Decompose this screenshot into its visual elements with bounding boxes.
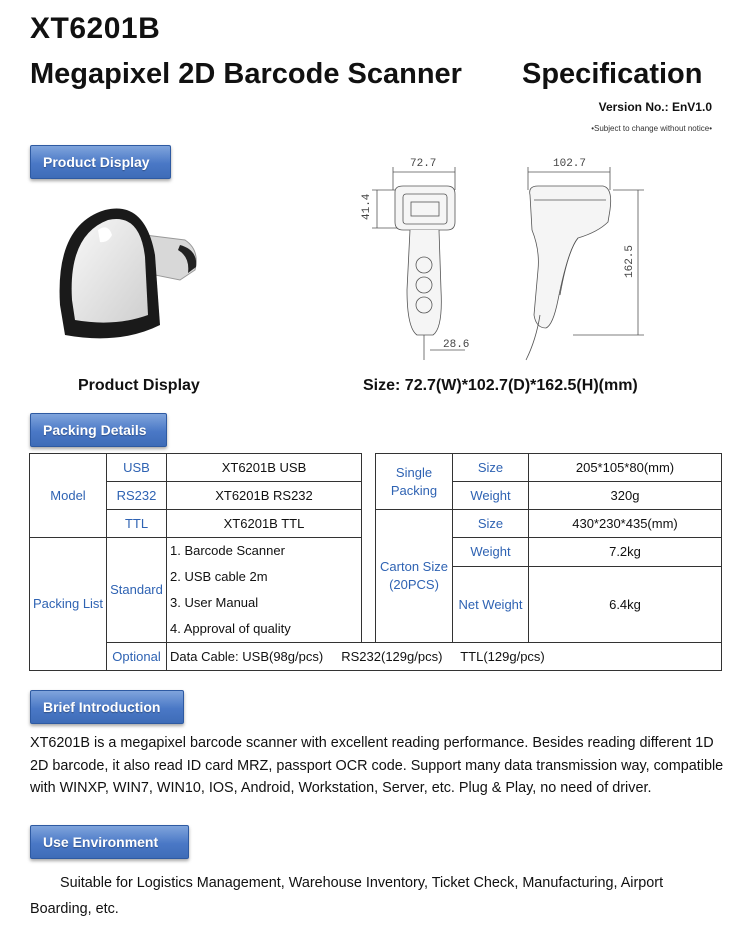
standard-label: Standard xyxy=(107,538,167,643)
dim-side-depth: 102.7 xyxy=(553,158,587,170)
packing-table xyxy=(29,453,722,671)
interface-cell: TTL xyxy=(107,510,167,538)
model-number: XT6201B xyxy=(30,12,161,45)
table-row xyxy=(30,454,722,482)
product-display-caption: Product Display xyxy=(78,377,200,394)
dim-front-base: 28.6 xyxy=(443,339,470,351)
brief-introduction-text: XT6201B is a megapixel barcode scanner with excellent reading performance. Besides reading different 1D 2D barcode, it also read ID card MRZ, passport OCR code. Support many data transmission way, compatible with WINXP, WIN7, WIN10, IOS, Android, Workstation, Server, etc. Plug & Play, no need of driver. xyxy=(30,735,724,796)
model-name-cell: XT6201B TTL xyxy=(167,510,362,538)
use-environment-text: Suitable for Logistics Management, Warehouse Inventory, Ticket Check, Manufacturing, Airport Boarding, etc. xyxy=(30,875,664,917)
list-item: 1. Barcode Scanner xyxy=(170,543,285,558)
scanner-photo xyxy=(50,195,210,350)
carton-weight-value: 7.2kg xyxy=(529,538,722,567)
single-size-value: 205*105*80(mm) xyxy=(529,454,722,482)
size-label: Size xyxy=(453,454,529,482)
size-caption: Size: 72.7(W)*102.7(D)*162.5(H)(mm) xyxy=(363,377,638,394)
table-row xyxy=(30,643,722,671)
page-title: Megapixel 2D Barcode Scanner xyxy=(30,58,462,90)
interface-cell: USB xyxy=(107,454,167,482)
optional-label: Optional xyxy=(107,643,167,671)
model-name-cell: XT6201B USB xyxy=(167,454,362,482)
list-item: 4. Approval of quality xyxy=(170,621,291,636)
section-header-product-display: Product Display xyxy=(30,145,171,179)
dim-front-height: 41.4 xyxy=(361,193,373,220)
section-header-use-environment: Use Environment xyxy=(30,825,189,859)
spec-title: Specification xyxy=(522,58,703,90)
packing-list-label: Packing List xyxy=(30,538,107,671)
carton-net-weight-value: 6.4kg xyxy=(529,567,722,643)
carton-size-label: Carton Size (20PCS) xyxy=(376,510,453,643)
dim-side-height: 162.5 xyxy=(624,244,636,278)
standard-items xyxy=(167,538,362,643)
column-divider xyxy=(362,454,376,643)
section-header-brief-introduction: Brief Introduction xyxy=(30,690,184,724)
table-row xyxy=(30,510,722,538)
interface-cell: RS232 xyxy=(107,482,167,510)
weight-label: Weight xyxy=(453,482,529,510)
model-name-cell: XT6201B RS232 xyxy=(167,482,362,510)
size-label: Size xyxy=(453,510,529,538)
single-weight-value: 320g xyxy=(529,482,722,510)
carton-dims-value: 430*230*435(mm) xyxy=(529,510,722,538)
version-number: Version No.: EnV1.0 xyxy=(598,100,712,114)
section-header-packing-details: Packing Details xyxy=(30,413,167,447)
optional-text: Data Cable: USB(98g/pcs) RS232(129g/pcs) TTL(129g/pcs) xyxy=(167,643,722,671)
single-packing-label: Single Packing xyxy=(376,454,453,510)
list-item: 2. USB cable 2m xyxy=(170,569,268,584)
front-view-drawing xyxy=(355,150,475,365)
net-weight-label: Net Weight xyxy=(453,567,529,643)
change-notice: •Subject to change without notice• xyxy=(591,124,712,133)
dim-front-width: 72.7 xyxy=(410,158,437,170)
list-item: 3. User Manual xyxy=(170,595,259,610)
model-label: Model xyxy=(30,454,107,538)
weight-label: Weight xyxy=(453,538,529,567)
side-view-drawing xyxy=(498,150,658,365)
